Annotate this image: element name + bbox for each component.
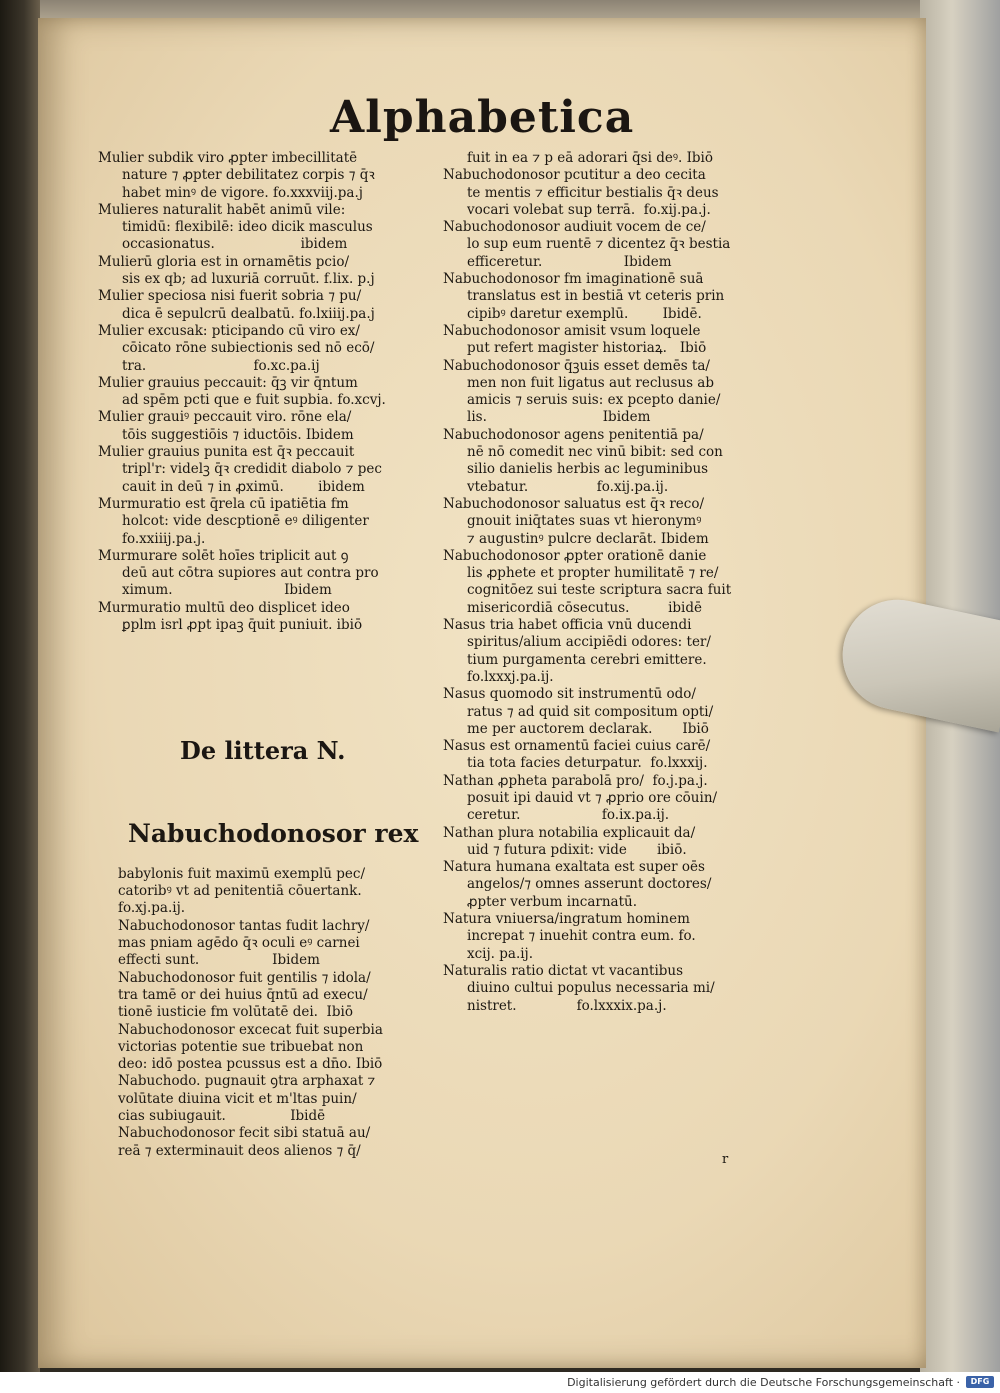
text-line: timidū: flexibilē: ideo dicik masculus	[122, 219, 373, 236]
section-heading: De littera N.	[180, 736, 346, 765]
text-line: put refert magister historiaꝝ. Ibiō	[467, 340, 707, 357]
text-line: gnouit iniq̄tates suas vt hieronymꝰ	[467, 513, 702, 530]
text-line: tium purgamenta cerebri emittere.	[467, 651, 707, 668]
text-line: volūtate diuina vicit et m'ltas puin/	[118, 1090, 357, 1107]
text-line: Nabuchodonosor saluatus est q̄ꝛ reco/	[443, 495, 704, 512]
text-line: ceretur. fo.ix.pa.ij.	[467, 807, 670, 824]
text-line: fo.lxxxj.pa.ij.	[467, 668, 554, 685]
text-line: Mulier grauius punita est q̄ꝛ peccauit	[98, 444, 355, 461]
text-line: Nabuchodonosor tantas fudit lachry/	[118, 917, 370, 934]
text-line: deū aut cōtra supiores aut contra pro	[122, 565, 379, 582]
text-line: ximum. Ibidem	[122, 582, 332, 599]
text-line: men non fuit ligatus aut reclusus ab	[467, 374, 714, 391]
text-line: vocari volebat sup terrā. fo.xij.pa.j.	[467, 201, 711, 218]
text-line: diuino cultui populus necessaria mi/	[467, 980, 715, 997]
text-line: lo sup eum ruentē ⁊ dicentez q̄ꝛ bestia	[467, 236, 731, 253]
text-line: cōicato rōne subiectionis sed nō ecō/	[122, 340, 375, 357]
text-line: Nabuchodonosor fecit sibi statuā au/	[118, 1125, 371, 1142]
lower-left-column	[118, 784, 443, 1160]
text-line: ad spēm pcti que e fuit supbia. fo.xcvj.	[122, 392, 386, 409]
text-line: ꝓpter verbum incarnatū.	[467, 893, 637, 910]
text-line: nature ⁊ ꝓpter debilitatez corpis ⁊ q̄ꝛ	[122, 167, 375, 184]
text-line: tionē iusticie fm volūtatē dei. Ibiō	[118, 1004, 353, 1021]
text-line: ratus ⁊ ad quid sit compositum opti/	[467, 703, 714, 720]
text-line: reā ⁊ exterminauit deos alienos ⁊ q̄/	[118, 1142, 361, 1159]
text-line: holcot: vide descptionē eꝰ diligenter	[122, 513, 369, 530]
text-line: habet minꝰ de vigore. fo.xxxviij.pa.j	[122, 184, 363, 201]
text-line: tra. fo.xc.pa.ij	[122, 357, 320, 374]
text-line: Nabuchodonosor pcutitur a deo cecita	[443, 167, 706, 184]
left-text-column	[98, 150, 443, 634]
text-line: Murmuratio multū deo displicet ideo	[98, 599, 350, 616]
text-line: victorias potentie sue tribuebat non	[118, 1038, 364, 1055]
footer-credit-text: Digitalisierung gefördert durch die Deutsche Forschungsgemeinschaft ·	[567, 1376, 960, 1389]
text-line: efficeretur. Ibidem	[467, 253, 672, 270]
text-line: uid ⁊ futura pdixit: vide ibiō.	[467, 841, 687, 858]
text-line: Naturalis ratio dictat vt vacantibus	[443, 962, 684, 979]
text-line: fuit in ea ⁊ p eā adorari q̄si deꝰ. Ibiō	[467, 150, 713, 166]
large-entry-heading: Nabuchodonosor rex	[128, 818, 419, 848]
text-line: cauit in deū ⁊ in ꝓximū. ibidem	[122, 478, 365, 495]
text-line: sis ex qb; ad luxuriā corruūt. f.lix. p.j	[122, 271, 375, 288]
text-line: amicis ⁊ seruis suis: ex pcepto danie/	[467, 392, 721, 409]
text-line: te mentis ⁊ efficitur bestialis q̄ꝛ deus	[467, 184, 719, 201]
text-line: posuit ipi dauid vt ⁊ ꝓprio ore cōuin/	[467, 789, 718, 806]
text-line: dica ē sepulcrū dealbatū. fo.lxiiij.pa.j	[122, 305, 375, 322]
text-line: Nabuchodonosor fuit gentilis ⁊ idola/	[118, 969, 371, 986]
text-line: nē nō comedit nec vinū bibit: sed con	[467, 444, 723, 461]
text-line: fo.xj.pa.ij.	[118, 900, 186, 917]
text-line: Mulieres naturalit habēt animū vile:	[98, 201, 346, 218]
signature-mark: r	[722, 1152, 729, 1167]
text-line: Mulier grauiꝰ peccauit viro. rōne ela/	[98, 409, 352, 426]
text-line: ⁊ augustinꝰ pulcre declarāt. Ibidem	[467, 530, 709, 547]
text-line: Nabuchodonosor audiuit vocem de ce/	[443, 219, 706, 236]
page-header-title: Alphabetica	[330, 92, 635, 143]
text-line: Nathan plura notabilia explicauit da/	[443, 824, 696, 841]
text-line: increpat ⁊ inuehit contra eum. fo.	[467, 928, 696, 945]
text-line: lis ꝓphete et propter humilitatē ⁊ re/	[467, 565, 719, 582]
text-line: Nabuchodo. pugnauit ꝯtra arphaxat ⁊	[118, 1073, 376, 1090]
text-line: Mulier excusak: pticipando cū viro ex/	[98, 322, 360, 339]
text-line: Nabuchodonosor amisit vsum loquele	[443, 322, 701, 339]
text-line: tripl'r: videlꝫ q̄ꝛ credidit diabolo ⁊ pec	[122, 461, 382, 478]
text-line: silio danielis herbis ac leguminibus	[467, 461, 709, 478]
text-line: vtebatur. fo.xij.pa.ij.	[467, 478, 669, 495]
text-line: cipibꝰ daretur exemplū. Ibidē.	[467, 305, 702, 322]
text-line: fo.xxiiij.pa.j.	[122, 530, 206, 547]
book-binding-edge	[0, 0, 40, 1372]
dfg-logo-icon: DFG	[966, 1376, 994, 1388]
text-line: Mulier speciosa nisi fuerit sobria ⁊ pu/	[98, 288, 362, 305]
text-line: Nabuchodonosor fm imaginationē suā	[443, 271, 704, 288]
footer-bar	[0, 1372, 1000, 1393]
text-line: cognitōez sui teste scriptura sacra fuit	[467, 582, 732, 599]
text-line: nistret. fo.lxxxix.pa.j.	[467, 997, 667, 1014]
text-line: Natura vniuersa/ingratum hominem	[443, 911, 690, 928]
text-line: Mulier grauius peccauit: q̄ꝫ vir q̄ntum	[98, 374, 358, 391]
text-line: cias subiugauit. Ibidē	[118, 1108, 326, 1125]
text-line: catoribꝰ vt ad penitentiā cōuertank.	[118, 883, 362, 900]
text-line: angelos/⁊ omnes asserunt doctores/	[467, 876, 712, 893]
text-line: Natura humana exaltata est super oēs	[443, 859, 705, 876]
text-line: Nasus quomodo sit instrumentū odo/	[443, 686, 696, 703]
text-line: mas pniam agēdo q̄ꝛ oculi eꝰ carnei	[118, 935, 360, 952]
text-line: tia tota facies deturpatur. fo.lxxxij.	[467, 755, 708, 772]
text-line: Mulier subdik viro ꝓpter imbecillitatē	[98, 150, 358, 166]
right-text-column	[443, 150, 783, 1015]
text-line: Mulierū gloria est in ornamētis pcio/	[98, 253, 349, 270]
text-line: ꝑplm isrl ꝓpt ipaꝫ q̄uit puniuit. ibiō	[122, 617, 363, 634]
text-line: Nabuchodonosor q̄ꝫuis esset demēs ta/	[443, 357, 710, 374]
text-line: tra tamē or dei huius q̄ntū ad execu/	[118, 986, 368, 1003]
text-line: me per auctorem declarak. Ibiō	[467, 720, 709, 737]
text-line: effecti sunt. Ibidem	[118, 952, 320, 969]
text-line: deo: idō postea pcussus est a dn̄o. Ibiō	[118, 1056, 383, 1073]
text-line: Nathan ꝓpheta parabolā pro/ fo.j.pa.j.	[443, 772, 708, 789]
text-line: Nasus est ornamentū faciei cuius carē/	[443, 738, 711, 755]
text-line: Nabuchodonosor agens penitentiā pa/	[443, 426, 704, 443]
text-line: translatus est in bestiā vt ceteris prin	[467, 288, 725, 305]
text-line: Nasus tria habet officia vnū ducendi	[443, 617, 692, 634]
text-line: lis. Ibidem	[467, 409, 651, 426]
text-line: misericordiā cōsecutus. ibidē	[467, 599, 702, 616]
text-line: Nabuchodonosor excecat fuit superbia	[118, 1021, 383, 1038]
text-line: babylonis fuit maximū exemplū pec/	[118, 865, 366, 882]
text-line: occasionatus. ibidem	[122, 236, 348, 253]
text-line: spiritus/alium accipiēdi odores: ter/	[467, 634, 711, 651]
text-line: Murmuratio est q̄rela cū ipatiētia fm	[98, 495, 349, 512]
text-line: xcij. pa.ij.	[467, 945, 534, 962]
text-line: tōis suggestiōis ⁊ iductōis. Ibidem	[122, 426, 354, 443]
text-line: Murmurare solēt hoīes triplicit aut ꝯ	[98, 547, 349, 564]
text-line: Nabuchodonosor ꝓpter orationē danie	[443, 547, 707, 564]
